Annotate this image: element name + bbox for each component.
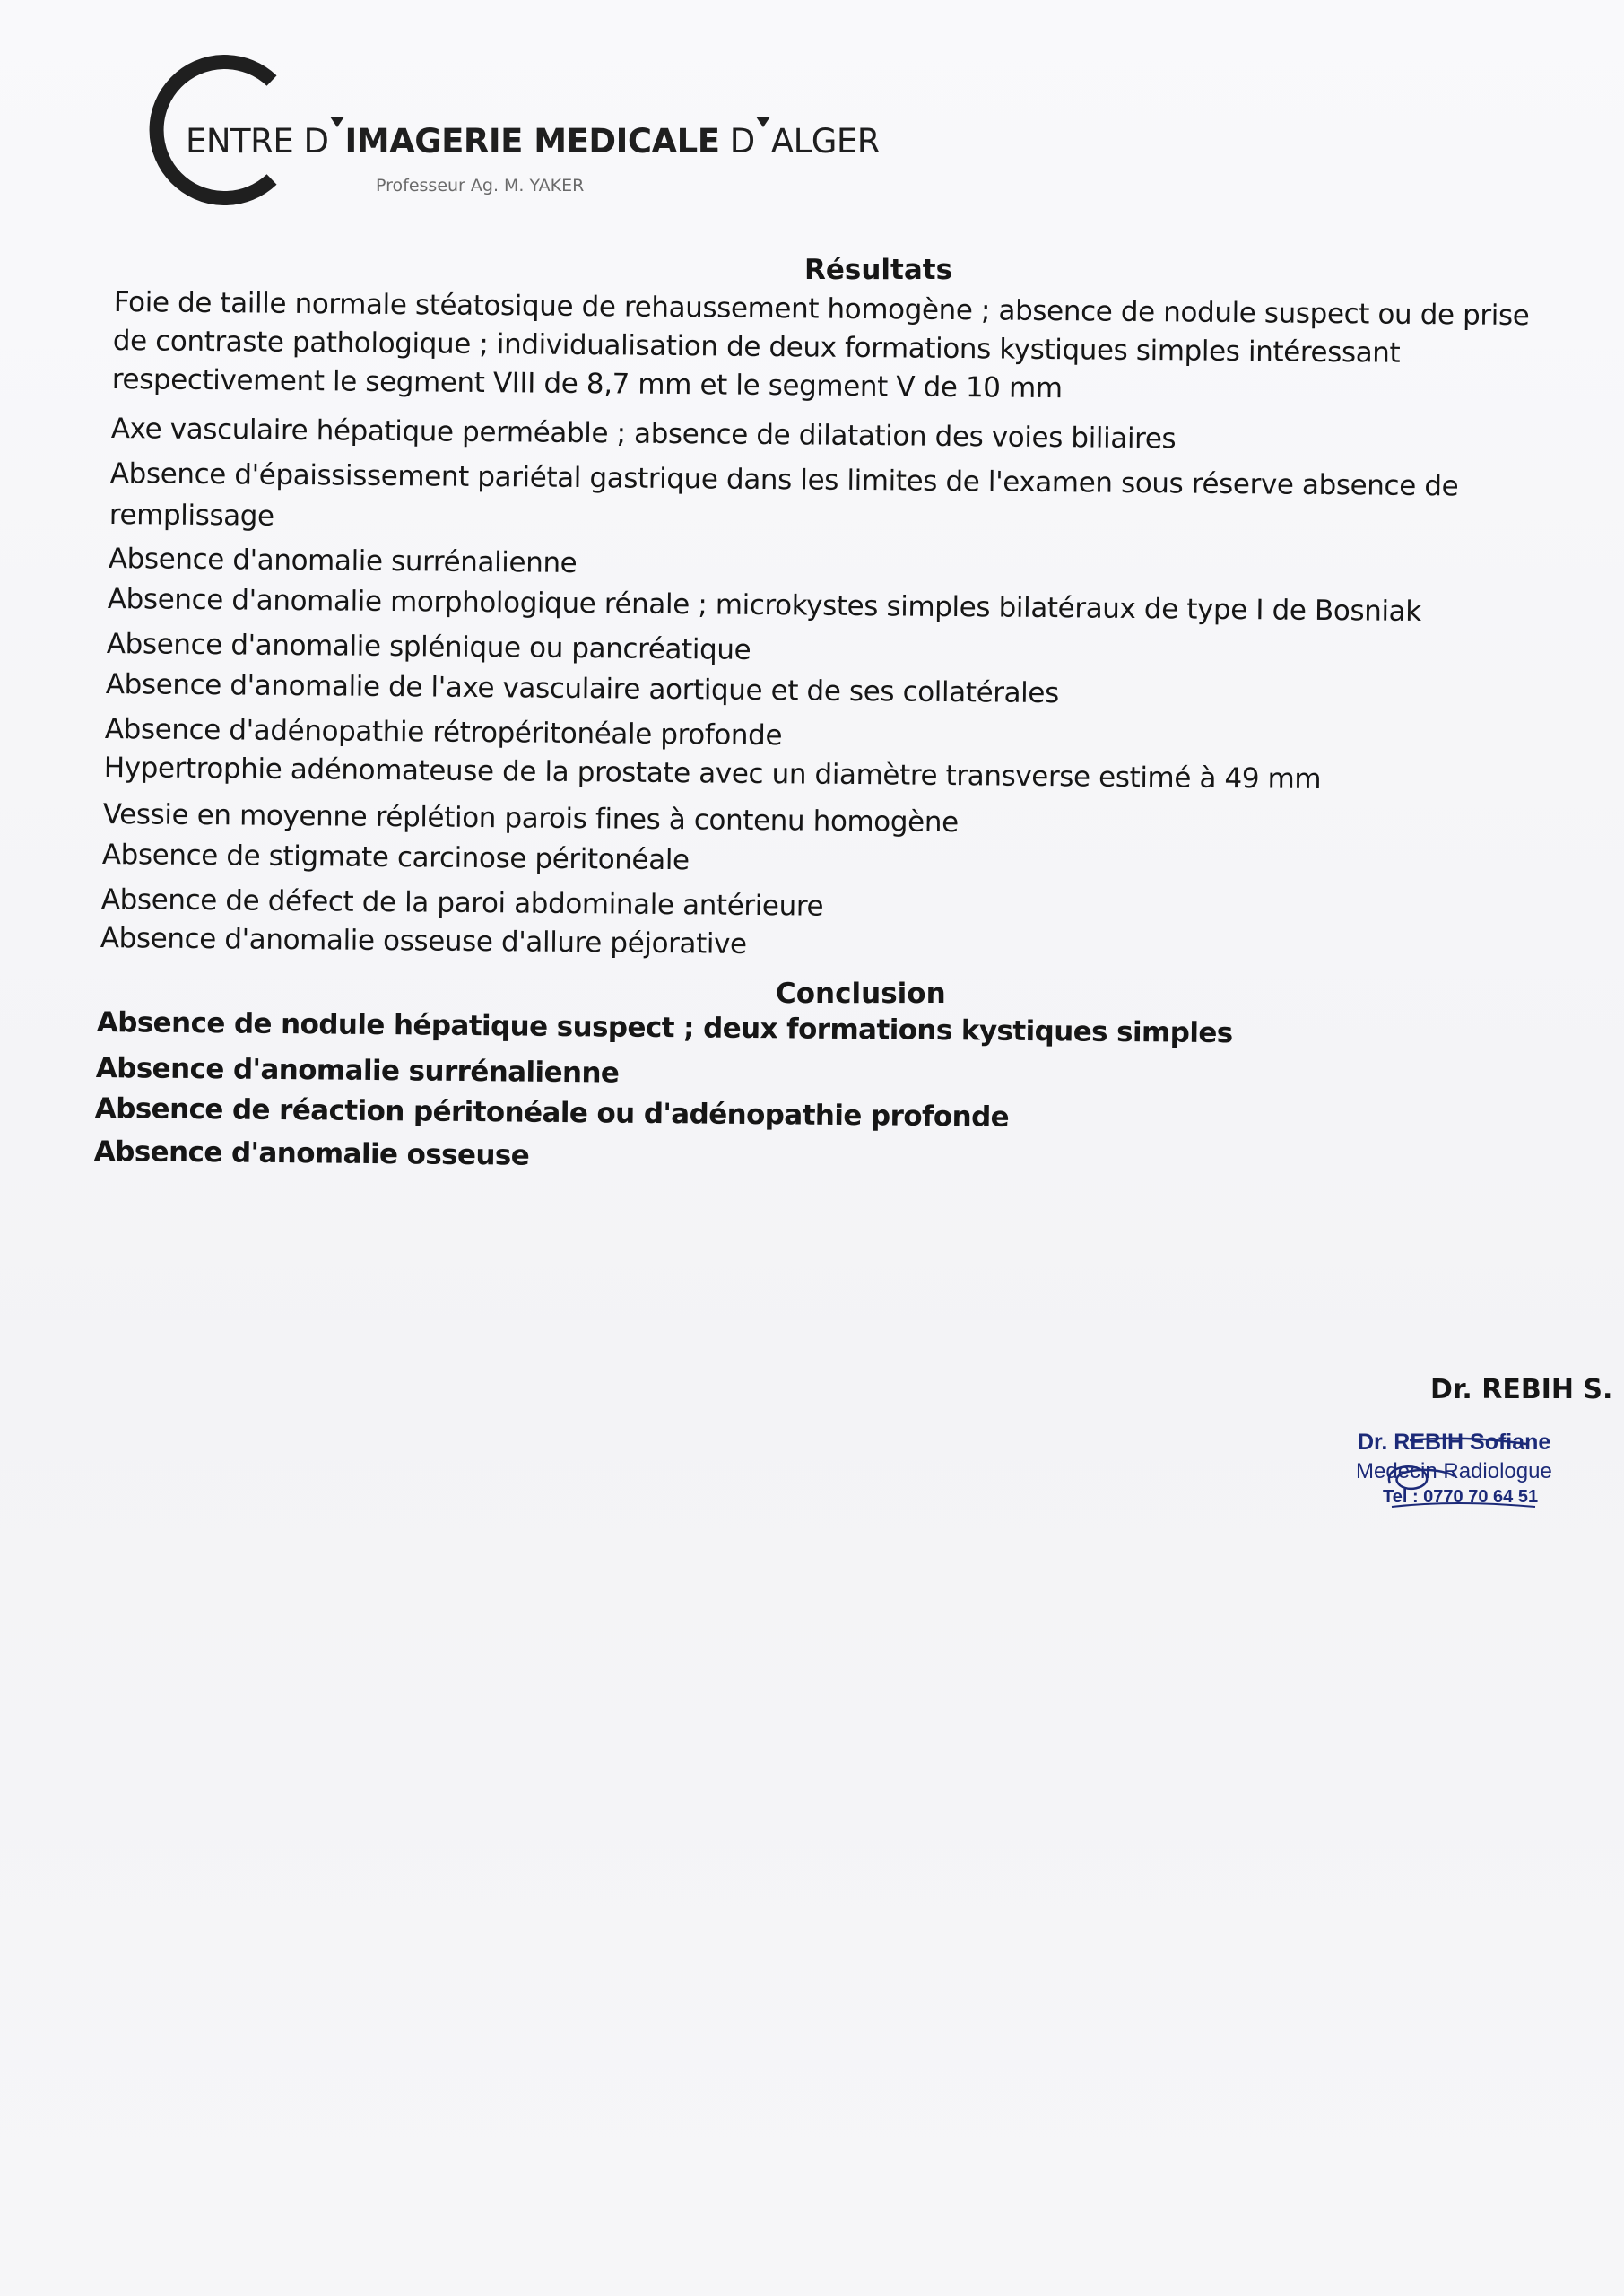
results-line: respectivement le segment VIII de 8,7 mm et le segment V de 10 mm (111, 363, 1063, 405)
stamp-doctor-phone: Tel : 0770 70 64 51 (1383, 1487, 1539, 1507)
conclusion-title: Conclusion (776, 978, 946, 1010)
results-line: Absence d'épaississement pariétal gastrique dans les limites de l'examen sous réserve absence de (109, 457, 1459, 503)
results-line: Absence d'anomalie surrénalienne (108, 543, 578, 580)
results-line: Vessie en moyenne réplétion parois fines à contenu homogène (102, 798, 959, 839)
results-title: Résultats (804, 254, 953, 286)
results-line: Absence d'anomalie morphologique rénale ; microkystes simples bilatéraux de type I de Bosniak (107, 583, 1421, 629)
stamp-doctor-title: Medecin Radiologue (1356, 1459, 1552, 1483)
results-line: Absence d'anomalie de l'axe vasculaire aortique et de ses collatérales (105, 668, 1059, 710)
clinic-name (186, 117, 880, 161)
results-line: de contraste pathologique ; individualisation de deux formations kystiques simples intéressant (112, 325, 1401, 370)
stamp-doctor-name: Dr. REBIH Sofiane (1358, 1430, 1551, 1455)
results-line: Absence d'anomalie osseuse d'allure péjorative (100, 922, 747, 961)
results-line: Hypertrophie adénomateuse de la prostate avec un diamètre transverse estimé à 49 mm (103, 752, 1322, 796)
results-line: remplissage (109, 499, 274, 533)
clinic-name-part-4: ALGER (770, 122, 880, 161)
clinic-name-part-2: IMAGERIE MEDICALE (344, 122, 720, 161)
conclusion-line: Absence de réaction péritonéale ou d'adénopathie profonde (94, 1092, 1010, 1134)
clinic-name-part-1: ENTRE D (186, 122, 329, 161)
doctor-stamp (1356, 1430, 1598, 1519)
results-line: Absence de stigmate carcinose péritonéale (101, 839, 690, 877)
conclusion-line: Absence de nodule hépatique suspect ; deux formations kystiques simples (96, 1006, 1233, 1050)
handwritten-signature-icon (1356, 1430, 1598, 1519)
signer-name: Dr. REBIH S. (1430, 1374, 1613, 1405)
apostrophe-mark-icon-2 (756, 117, 770, 127)
results-line: Absence d'adénopathie rétropéritonéale profonde (104, 713, 783, 752)
conclusion-line: Absence d'anomalie osseuse (93, 1135, 530, 1172)
clinic-logo (139, 54, 880, 215)
clinic-subtitle: Professeur Ag. M. YAKER (376, 176, 585, 196)
apostrophe-mark-icon (330, 117, 344, 127)
clinic-name-part-3: D (719, 122, 755, 161)
results-line: Axe vasculaire hépatique perméable ; absence de dilatation des voies biliaires (110, 413, 1177, 456)
results-line: Foie de taille normale stéatosique de rehaussement homogène ; absence de nodule suspect ou de prise (113, 286, 1530, 333)
conclusion-line: Absence d'anomalie surrénalienne (95, 1052, 620, 1090)
results-line: Absence d'anomalie splénique ou pancréatique (106, 628, 751, 666)
results-line: Absence de défect de la paroi abdominale antérieure (100, 883, 824, 923)
